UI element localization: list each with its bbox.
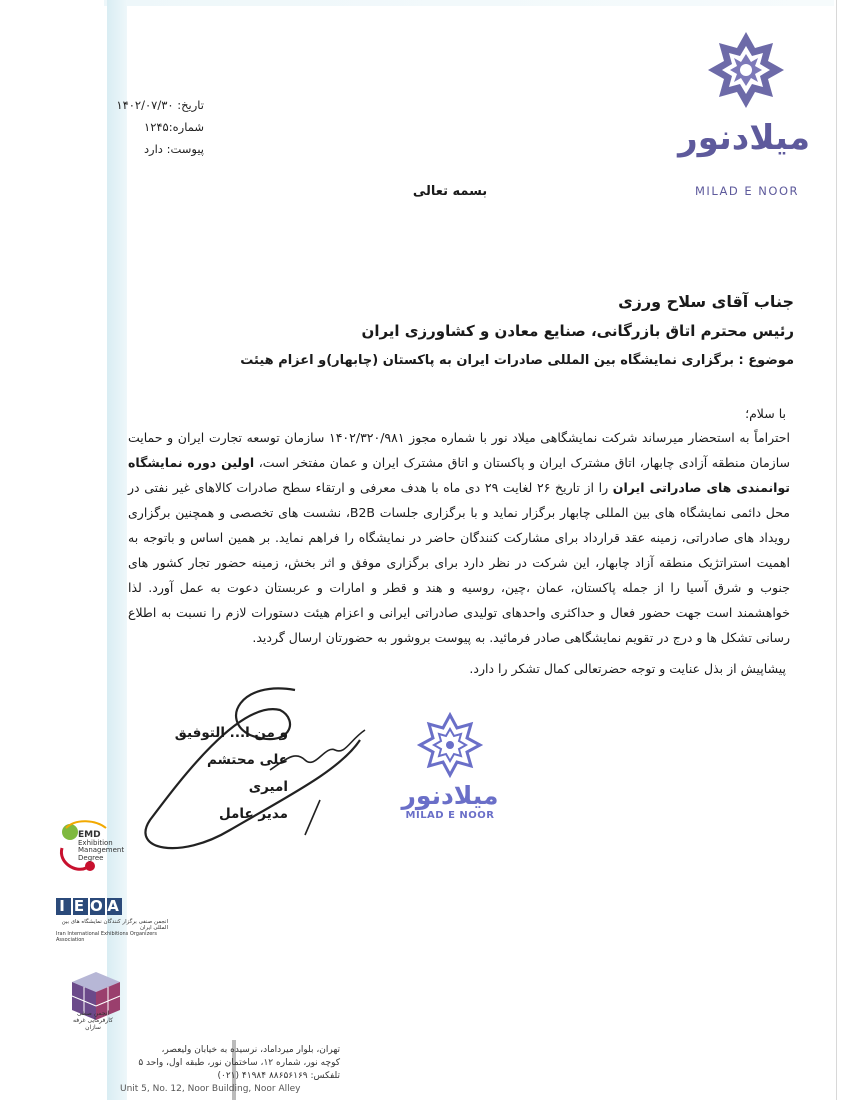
footer-line-2: کوچه نور، شماره ۱۲، ساختمان نور، طبقه اول، واحد ۵ [138, 1058, 340, 1068]
letter-date: تاریخ: ۱۴۰۲/۰۷/۳۰ [116, 98, 204, 112]
ieoa-letter-a: A [107, 897, 122, 915]
logo-name-en: MILAD E NOOR [695, 184, 799, 198]
thanks-line: پیشاپیش از بذل عنایت و توجه حضرتعالی کمال تشکر را دارد. [469, 661, 786, 676]
body-part-3: ، نشست های تخصصی و همچنین برگزاری رویداد های صادراتی، زمینه عقد قرارداد برای مشارکت کنندگان حاضر در نمایشگاه را فراهم نماید. بر همین اساس و باتوجه به اهمیت استراتژیک منطقه آزاد چابهار، این شرکت در نظر دارد برای برگزاری موفق و اثر بخش، زمینه حضور تجار کشور های جنوب و شرق آسیا را از جمله پاکستان، عمان ،چین، روسیه و هند و قطر و امارات و عربستان دعوت به عمل آورد. لذا خواهشمند است جهت حضور فعال و حداکثری واحدهای تولیدی صادراتی ایرانی و اعزام هیئت دستورات لازم را نسبت به اطلاع رسانی تشکل ها و درج در تقویم نمایشگاهی صادر فرمائید. به پیوست بروشور به حضورتان ارسال گردید. [128, 505, 790, 645]
signer-name: علی محتشم امیری [206, 752, 288, 795]
ieoa-letter-e: E [73, 897, 88, 915]
ieoa-name-fa: انجمن صنفی برگزار کنندگان نمایشگاه های بین المللی ایران [61, 919, 168, 931]
letter-body [128, 425, 790, 650]
company-logo [676, 32, 816, 198]
ieoa-letter-i: I [56, 898, 71, 915]
body-part-2: را از تاریخ ۲۶ لغایت ۲۹ دی ماه با هدف معرفی و ارتقاء سطح صادرات کالاهای غیر نفتی در محل دائمی نمایشگاه های بین المللی چابهار برگزار نماید و با برگزاری جلسات [128, 480, 790, 520]
letter-meta [110, 94, 204, 160]
footer-phone: تلفکس: ۸۸۶۵۶۱۶۹ ۴۱۹۸۴ (۰۲۱) [217, 1071, 340, 1081]
letter-subject: موضوع : برگزاری نمایشگاه بین المللی صادرات ایران به پاکستان (چابهار)و اعزام هیئت [240, 353, 794, 368]
signoff-block [168, 720, 288, 828]
top-border [104, 0, 834, 6]
logo-star-icon [686, 32, 806, 112]
greeting: با سلام؛ [745, 406, 786, 421]
emd-text [78, 832, 136, 862]
body-part-1: احتراماً به استحضار میرساند شرکت نمایشگاهی میلاد نور با شماره مجوز ۱۴۰۲/۳۲۰/۹۸۱ سازمان توسعه تجارت ایران و حمایت سازمان منطقه آزادی چابهار، اتاق مشترک ایران و پاکستان و اتاق مشترک ایران و عمان مفتخر است، [128, 430, 790, 470]
logo-name-fa: میلادنور [678, 118, 810, 158]
page-edge [836, 0, 837, 1100]
addressee-name: جناب آقای سلاح ورزی [618, 292, 794, 311]
body-b2b: B2B [349, 505, 375, 520]
emd-line2: Management Degree [78, 846, 125, 862]
stamp-name-fa: میلادنور [401, 781, 499, 810]
company-stamp [400, 712, 500, 821]
ieoa-name-en: Iran International Exhibitions Organizers Association [56, 931, 157, 943]
booth-builders-name: انجمن صنفی کارفرمایی غرفه سازان [73, 1010, 113, 1031]
signoff-closing: و من ا... التوفیق [174, 725, 288, 741]
footer-line-1: تهران، بلوار میرداماد، نرسیده به خیابان ولیعصر، [161, 1045, 340, 1055]
emd-line1: Exhibition [78, 838, 113, 847]
letter-number: شماره:۱۲۴۵ [144, 120, 204, 134]
emd-title: EMD [78, 830, 101, 840]
addressee-title: رئیس محترم اتاق بازرگانی، صنایع معادن و کشاورزی ایران [361, 322, 794, 340]
ieoa-letter-o: O [90, 897, 106, 915]
ieoa-logo [56, 898, 156, 915]
stamp-name-en: MILAD E NOOR [405, 810, 495, 821]
letter-attachment: پیوست: دارد [143, 142, 204, 156]
emd-badge [56, 818, 136, 878]
footer-address [120, 1044, 340, 1096]
ieoa-badge [56, 897, 168, 943]
signer-role: مدیر عامل [218, 806, 288, 822]
stamp-star-icon [413, 712, 487, 778]
footer-address-en: Unit 5, No. 12, Noor Building, Noor Alley [120, 1084, 301, 1094]
besmellah: بسمه تعالی [412, 184, 488, 199]
body-bold-exhibition: اولین دوره نمایشگاه توانمندی های صادراتی ایران [128, 455, 790, 495]
